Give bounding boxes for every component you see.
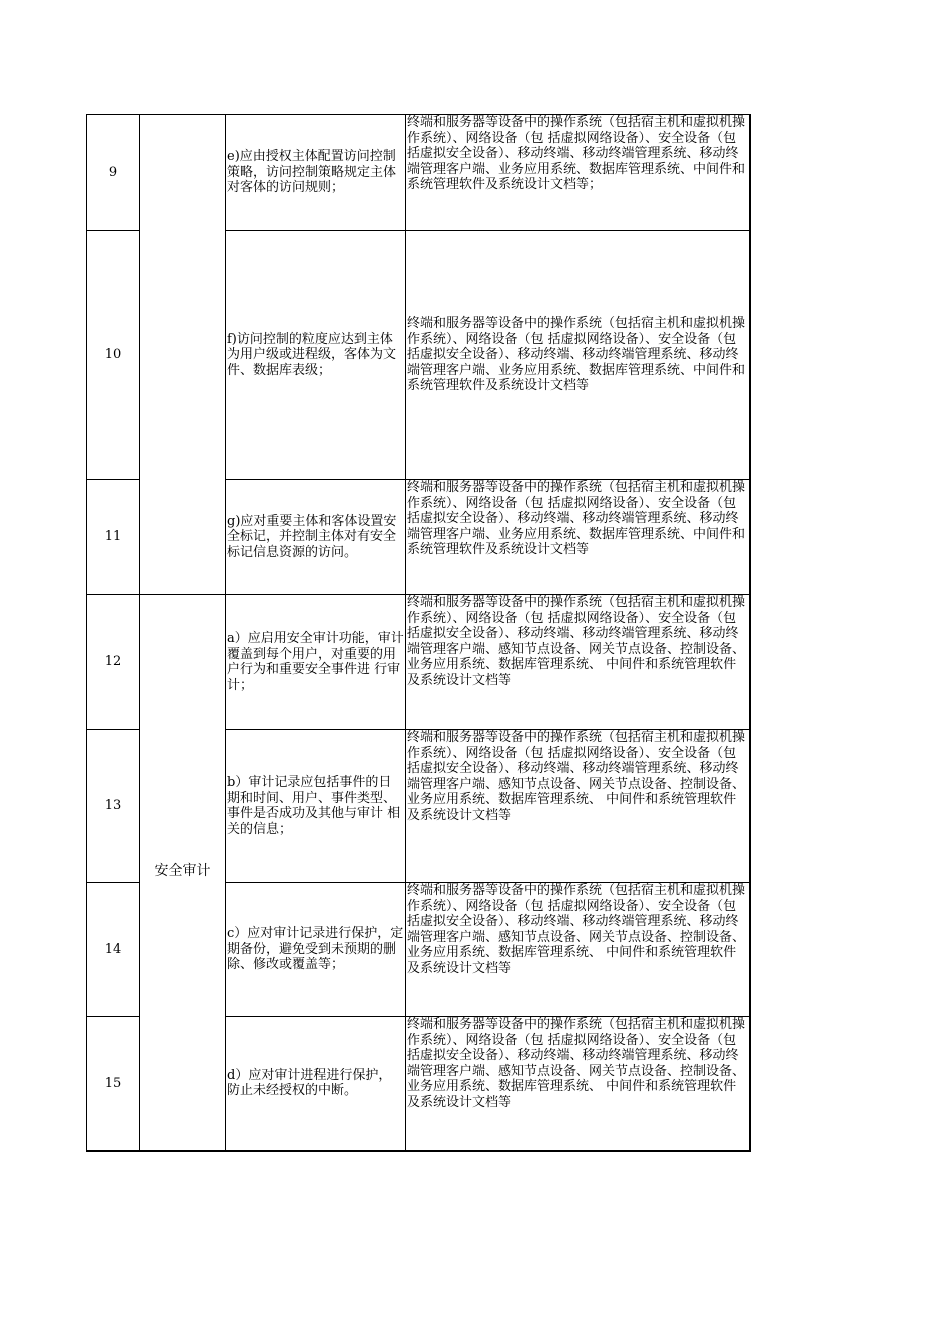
row-number-cell: 10 (87, 231, 140, 480)
row-number-cell: 15 (87, 1017, 140, 1151)
requirement-cell: a）应启用安全审计功能，审计覆盖到每个用户，对重要的用户行为和重要安全事件进 行审计； (226, 595, 406, 730)
requirements-table (86, 114, 751, 1152)
row-number-cell: 14 (87, 883, 140, 1017)
requirement-cell: f)访问控制的粒度应达到主体为用户级或进程级，客体为文件、数据库表级； (226, 231, 406, 480)
category-cell-access-control (140, 115, 226, 595)
object-cell: 终端和服务器等设备中的操作系统（包括宿主机和虚拟机操作系统）、网络设备（包 括虚拟网络设备）、安全设备（包括虚拟安全设备）、移动终端、移动终端管理系统、移动终 端管理客户端、业务应用系统、数据库管理系统、中间件和系统管理软件及系统设计文档等 (406, 480, 750, 595)
requirement-cell: e)应由授权主体配置访问控制策略，访问控制策略规定主体对客体的访问规则； (226, 115, 406, 231)
row-number-cell: 12 (87, 595, 140, 730)
table-row (87, 595, 750, 730)
requirement-cell: b）审计记录应包括事件的日期和时间、用户、事件类型、事件是否成功及其他与审计 相关的信息； (226, 730, 406, 883)
row-number-cell: 11 (87, 480, 140, 595)
object-cell: 终端和服务器等设备中的操作系统（包括宿主机和虚拟机操作系统）、网络设备（包 括虚拟网络设备）、安全设备（包括虚拟安全设备）、移动终端、移动终端管理系统、移动终 端管理客户端、感知节点设备、网关节点设备、控制设备、业务应用系统、数据库管理系统、 中间件和系统管理软件及系统设计文档等 (406, 730, 750, 883)
requirement-cell: g)应对重要主体和客体设置安全标记，并控制主体对有安全标记信息资源的访问。 (226, 480, 406, 595)
row-number-cell: 13 (87, 730, 140, 883)
row-number-cell: 9 (87, 115, 140, 231)
object-cell: 终端和服务器等设备中的操作系统（包括宿主机和虚拟机操作系统）、网络设备（包 括虚拟网络设备）、安全设备（包括虚拟安全设备）、移动终端、移动终端管理系统、移动终 端管理客户端、感知节点设备、网关节点设备、控制设备、业务应用系统、数据库管理系统、 中间件和系统管理软件及系统设计文档等 (406, 883, 750, 1017)
object-cell: 终端和服务器等设备中的操作系统（包括宿主机和虚拟机操作系统）、网络设备（包 括虚拟网络设备）、安全设备（包括虚拟安全设备）、移动终端、移动终端管理系统、移动终 端管理客户端、感知节点设备、网关节点设备、控制设备、业务应用系统、数据库管理系统、 中间件和系统管理软件及系统设计文档等 (406, 595, 750, 730)
requirement-cell: d）应对审计进程进行保护，防止未经授权的中断。 (226, 1017, 406, 1151)
object-cell: 终端和服务器等设备中的操作系统（包括宿主机和虚拟机操作系统）、网络设备（包 括虚拟网络设备）、安全设备（包括虚拟安全设备）、移动终端、移动终端管理系统、移动终 端管理客户端、业务应用系统、数据库管理系统、中间件和系统管理软件及系统设计文档等； (406, 115, 750, 231)
requirement-cell: c）应对审计记录进行保护，定期备份，避免受到未预期的删除、修改或覆盖等； (226, 883, 406, 1017)
object-cell: 终端和服务器等设备中的操作系统（包括宿主机和虚拟机操作系统）、网络设备（包 括虚拟网络设备）、安全设备（包括虚拟安全设备）、移动终端、移动终端管理系统、移动终 端管理客户端、业务应用系统、数据库管理系统、中间件和系统管理软件及系统设计文档等 (406, 231, 750, 480)
category-cell-audit: 安全审计 (140, 595, 226, 1151)
object-cell: 终端和服务器等设备中的操作系统（包括宿主机和虚拟机操作系统）、网络设备（包 括虚拟网络设备）、安全设备（包括虚拟安全设备）、移动终端、移动终端管理系统、移动终 端管理客户端、感知节点设备、网关节点设备、控制设备、业务应用系统、数据库管理系统、 中间件和系统管理软件及系统设计文档等 (406, 1017, 750, 1151)
table-row (87, 115, 750, 231)
